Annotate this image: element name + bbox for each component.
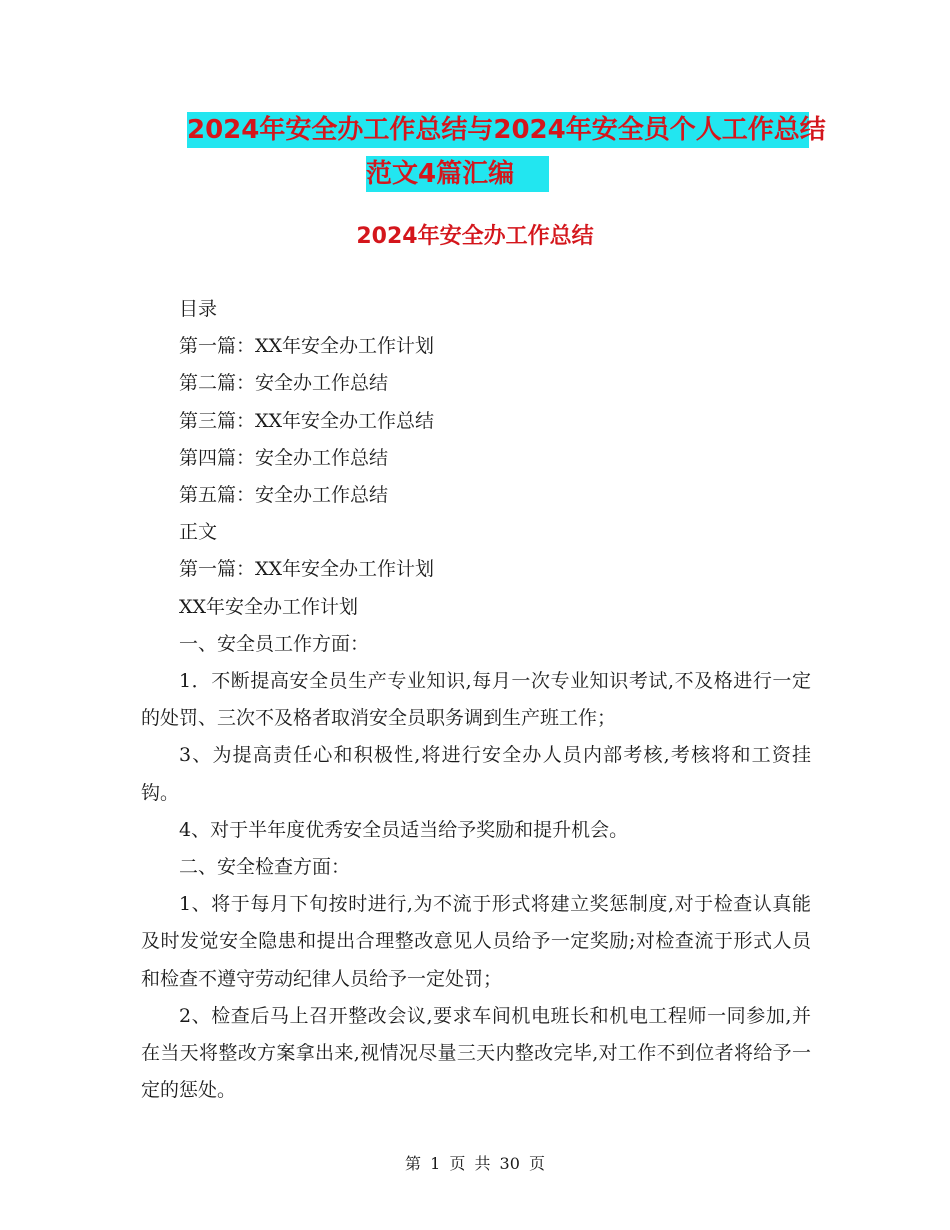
document-body [141,291,811,1109]
paragraph: 1、将于每月下旬按时进行,为不流于形式将建立奖惩制度,对于检查认真能及时发觉安全隐患和提出合理整改意见人员给予一定奖励;对检查流于形式人员和检查不遵守劳动纪律人员给予一定处罚； [141,893,811,990]
paragraph: 4、对于半年度优秀安全员适当给予奖励和提升机会。 [179,818,629,841]
toc-item: 第五篇：安全办工作总结 [179,484,389,507]
document-title-line-1: 2024年安全办工作总结与2024年安全员个人工作总结 [187,112,809,148]
toc-item: 第二篇：安全办工作总结 [179,372,389,395]
toc-item: 第四篇：安全办工作总结 [179,446,389,469]
section-title: 2024年安全办工作总结 [356,224,594,249]
toc-item: 第一篇：XX年安全办工作计划 [179,335,435,358]
paragraph: 二、安全检查方面： [179,856,351,879]
paragraph-body-heading: 正文 [179,521,218,544]
paragraph: 第一篇：XX年安全办工作计划 [179,558,435,581]
paragraph-toc-heading: 目录 [179,298,218,320]
paragraph: 3、为提高责任心和积极性,将进行安全办人员内部考核,考核将和工资挂钩。 [141,744,811,804]
paragraph: 1．不断提高安全员生产专业知识,每月一次专业知识考试,不及格进行一定的处罚、三次不及格者取消安全员职务调到生产班工作； [141,670,811,730]
paragraph: 一、安全员工作方面： [179,632,370,655]
document-title-line-2: 范文4篇汇编 [366,156,549,192]
page-footer: 第 1 页 共 30 页 [405,1154,545,1173]
paragraph: XX年安全办工作计划 [179,595,359,618]
paragraph: 2、检查后马上召开整改会议,要求车间机电班长和机电工程师一同参加,并在当天将整改方案拿出来,视情况尽量三天内整改完毕,对工作不到位者将给予一定的惩处。 [141,1004,811,1102]
toc-item: 第三篇：XX年安全办工作总结 [179,409,435,432]
